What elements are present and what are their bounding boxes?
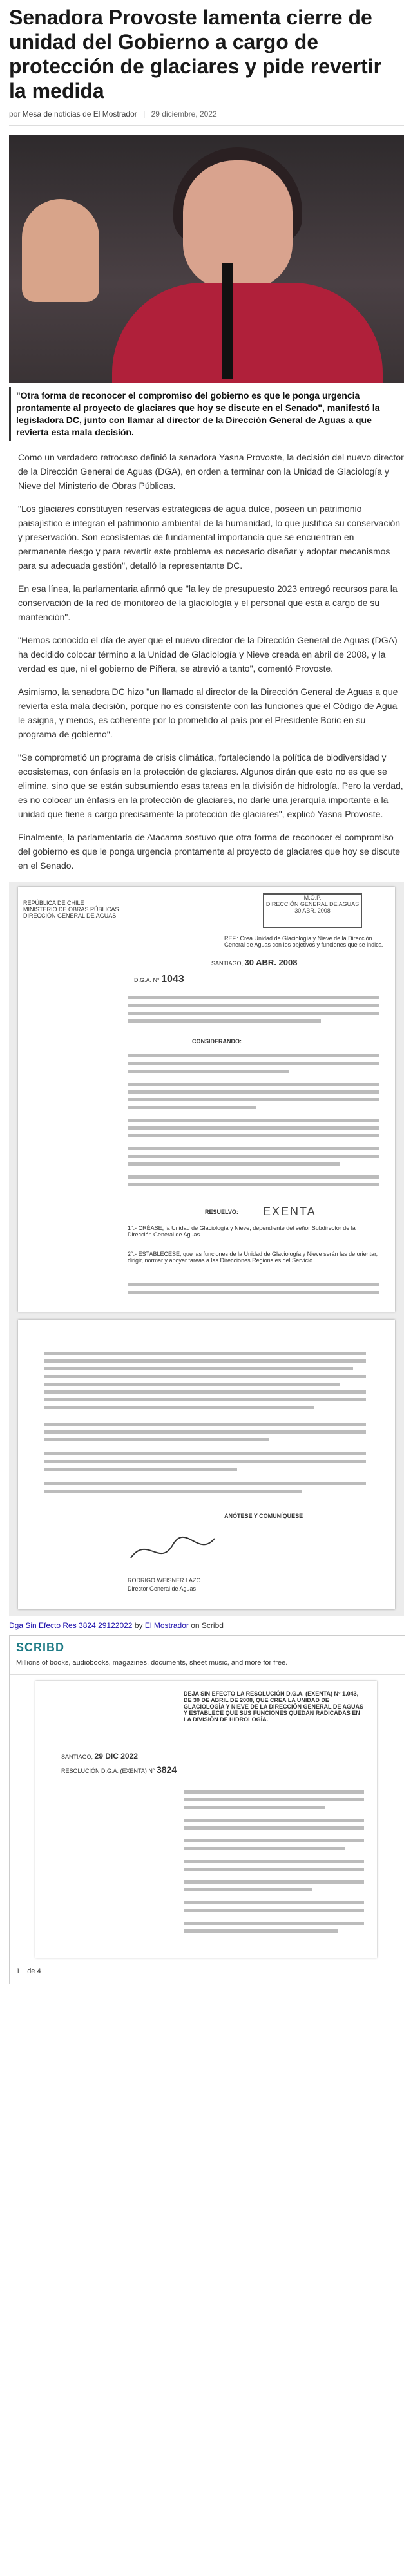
hero-photo <box>9 135 404 383</box>
text-line <box>128 1070 289 1073</box>
text-line <box>128 1012 379 1015</box>
scribd-resolution <box>61 1765 177 1775</box>
on-scribd-text: on Scribd <box>191 1621 224 1630</box>
text-line <box>184 1798 364 1801</box>
scanned-resolution-image <box>9 882 404 1616</box>
scribd-santiago-label: SANTIAGO, <box>61 1754 93 1760</box>
doc-crease: 1°.- CRÉASE, la Unidad de Glaciología y Nieve, dependiente del señor Subdirector de la Dirección General de Aguas. <box>128 1225 356 1238</box>
signature-scribble <box>128 1532 218 1571</box>
text-line <box>184 1839 364 1842</box>
paragraph: En esa línea, la parlamentaria afirmó que "la ley de presupuesto 2023 entregó recursos para la conservación de la red de monitoreo de la glaciología y el personal que está a cargo de su mantención". <box>18 583 398 622</box>
text-line <box>128 1019 321 1023</box>
doc-dga-number <box>134 974 184 985</box>
photo-hand <box>22 199 99 302</box>
text-line <box>128 1162 340 1166</box>
text-line <box>184 1888 312 1891</box>
text-line <box>128 1062 379 1065</box>
paragraph: "Se comprometió un programa de crisis climática, fortaleciendo la política de biodiversidad y ecosistemas, con énfasis en la protección de glaciares. Algunos dirán que esto no es que se elimine, sino que se están subsumiendo esas tareas en la división de hidrología. Pero la verdad, es no colocar un énfasis en la protección de glaciares, no darle una jerarquía importante a la unidad que tiene a cargo precisamente la protección de glaciares", explicó Yasna Provoste. <box>18 752 403 819</box>
text-line <box>184 1819 364 1822</box>
mop-stamp: M.O.P. DIRECCIÓN GENERAL DE AGUAS 30 ABR. 2008 <box>263 893 362 928</box>
text-line <box>44 1352 366 1355</box>
by-text: by <box>134 1621 143 1630</box>
text-line <box>44 1430 366 1434</box>
dga-label: D.G.A. N° <box>134 977 160 983</box>
scribd-resolution-label: RESOLUCIÓN D.G.A. (EXENTA) N° <box>61 1768 155 1774</box>
scribd-number: 3824 <box>156 1765 177 1775</box>
text-line <box>44 1452 366 1455</box>
article-body <box>9 450 404 873</box>
text-line <box>44 1406 314 1409</box>
scribd-header <box>10 1636 405 1675</box>
document-page-2 <box>18 1320 395 1609</box>
paragraph: "Los glaciares constituyen reservas estratégicas de agua dulce, poseen un patrimonio paisajístico e integran el patrimonio ambiental de la humanidad, lo que justifica su conservación y preservación. Son ecosistemas de fundamental importancia que se encuentran en permanente riesgo y para revertir este problema es necesario diseñar y adoptar mecanismos para su adecuada gestión", detalló la representante DC. <box>18 504 401 571</box>
text-line <box>128 1291 379 1294</box>
photo-face <box>183 160 293 289</box>
article <box>9 0 404 1984</box>
paragraph: Finalmente, la parlamentaria de Atacama sostuvo que otra forma de reconocer el compromiso del gobierno es que le ponga urgencia prontamente al proyecto de glaciares que hoy se discute en el Senado. <box>18 832 401 871</box>
text-line <box>184 1860 364 1863</box>
text-line <box>128 1155 379 1158</box>
byline <box>9 109 404 126</box>
author-link[interactable]: Mesa de noticias de El Mostrador <box>22 109 137 118</box>
text-line <box>184 1826 364 1830</box>
text-line <box>44 1390 366 1394</box>
doc-santiago <box>211 958 297 967</box>
photo-caption: "Otra forma de reconocer el compromiso del gobierno es que le ponga urgencia prontamente al proyecto de glaciares que hoy se discute en el Senado", manifestó la legisladora DC, junto con llamar al director de la Dirección General de Aguas a que revierta esta mala decisión. <box>9 387 404 441</box>
text-line <box>44 1460 366 1463</box>
byline-prefix: por <box>9 109 21 118</box>
exenta-stamp: EXENTA <box>263 1205 316 1218</box>
text-line <box>184 1806 325 1809</box>
scribd-tagline: Millions of books, audiobooks, magazines, documents, sheet music, and more for free. <box>16 1659 288 1667</box>
text-line <box>184 1909 364 1912</box>
text-line <box>128 1004 379 1007</box>
santiago-label: SANTIAGO, <box>211 960 244 967</box>
page-total: de 4 <box>27 1967 41 1975</box>
dga-number: 1043 <box>161 974 184 985</box>
text-line <box>44 1482 366 1485</box>
text-line <box>184 1880 364 1884</box>
text-line <box>128 1147 379 1150</box>
paragraph: Asimismo, la senadora DC hizo "un llamado al director de la Dirección General de Aguas a que revierta esta mala decisión, porque no es consistente con las funciones que el Código de Agua le asigna, y menos, es coherente por lo prometido al país por el Presidente Boric en su programa de gobierno". <box>18 687 398 739</box>
text-line <box>128 1054 379 1057</box>
text-line <box>128 1134 379 1137</box>
text-line <box>128 1098 379 1101</box>
text-line <box>184 1929 338 1933</box>
text-line <box>44 1468 237 1471</box>
text-line <box>44 1438 269 1441</box>
text-line <box>44 1359 366 1363</box>
page-number[interactable]: 1 <box>16 1967 21 1975</box>
doc-ref: REF.: Crea Unidad de Glaciología y Nieve de la Dirección General de Aguas con los objetivos y funciones que se indica. <box>224 935 384 948</box>
signature-title: Director General de Aguas <box>128 1586 197 1592</box>
text-line <box>44 1367 353 1370</box>
text-line <box>128 1090 379 1094</box>
text-line <box>44 1383 340 1386</box>
text-line <box>128 1283 379 1286</box>
photo-coat <box>112 283 383 383</box>
scribd-logo[interactable]: SCRIBD <box>16 1641 65 1654</box>
signature-name: RODRIGO WEISNER LAZO <box>128 1577 201 1584</box>
santiago-date: 30 ABR. 2008 <box>244 958 298 967</box>
document-page-1 <box>18 887 395 1312</box>
photo-microphone <box>222 263 233 379</box>
text-line <box>184 1922 364 1925</box>
text-line <box>128 1126 379 1130</box>
text-line <box>128 1083 379 1086</box>
text-line <box>44 1398 366 1401</box>
text-line <box>184 1847 345 1850</box>
scribd-date: 29 DIC 2022 <box>94 1752 138 1761</box>
text-line <box>128 1175 379 1179</box>
document-link[interactable]: Dga Sin Efecto Res 3824 29122022 <box>9 1621 133 1630</box>
doc-anotese: ANÓTESE Y COMUNÍQUESE <box>224 1513 303 1519</box>
text-line <box>44 1490 302 1493</box>
publisher-link[interactable]: El Mostrador <box>144 1621 189 1630</box>
doc-header-left: REPÚBLICA DE CHILE MINISTERIO DE OBRAS PÚBLICAS DIRECCIÓN GENERAL DE AGUAS <box>23 900 119 919</box>
article-title: Senadora Provoste lamenta cierre de unidad del Gobierno a cargo de protección de glaciares y pide revertir la medida <box>9 6 382 102</box>
doc-establecese: 2°.- ESTABLÉCESE, que las funciones de la Unidad de Glaciología y Nieve serán las de orientar, dirigir, normar y apoyar tareas a las Direcciones Regionales del Servicio. <box>128 1251 378 1264</box>
scribd-footer <box>10 1960 405 1984</box>
doc-considerando: CONSIDERANDO: <box>192 1038 242 1045</box>
scribd-santiago <box>61 1752 138 1761</box>
scribd-document-page <box>35 1681 377 1958</box>
text-line <box>184 1901 364 1904</box>
text-line <box>128 996 379 999</box>
text-line <box>128 1106 256 1109</box>
paragraph: Como un verdadero retroceso definió la senadora Yasna Provoste, la decisión del nuevo director de la Dirección General de Aguas (DGA), en orden a terminar con la Unidad de Glaciología y Nieve del Ministerio de Obras Públicas. <box>18 452 404 491</box>
scribd-embed-caption <box>9 1621 404 1630</box>
scribd-viewer[interactable] <box>9 1635 405 1984</box>
text-line <box>184 1790 364 1794</box>
text-line <box>44 1375 366 1378</box>
text-line <box>128 1119 379 1122</box>
text-line <box>128 1183 379 1186</box>
text-line <box>44 1423 366 1426</box>
text-line <box>184 1868 364 1871</box>
paragraph: "Hemos conocido el día de ayer que el nuevo director de la Dirección General de Aguas (DGA) ha decidido colocar término a la Unidad de Glaciología y Nieve creada en abril de 2008, y la verdad es que, ni el gobierno de Piñera, se atrevió a tanto", comentó Provoste. <box>18 635 398 674</box>
article-date: 29 diciembre, 2022 <box>151 109 217 118</box>
byline-separator: | <box>143 109 146 118</box>
scribd-doc-title: DEJA SIN EFECTO LA RESOLUCIÓN D.G.A. (EXENTA) N° 1.043, DE 30 DE ABRIL DE 2008, QUE CREA LA UNIDAD DE GLACIOLOGÍA Y NIEVE DE LA DIRECCIÓN GENERAL DE AGUAS Y ESTABLECE QUE SUS FUNCIONES QUEDAN RADICADAS EN LA DIVISIÓN DE HIDROLOGÍA. <box>184 1690 364 1723</box>
doc-resuelvo: RESUELVO: <box>205 1209 238 1215</box>
page-indicator <box>16 1967 46 1975</box>
